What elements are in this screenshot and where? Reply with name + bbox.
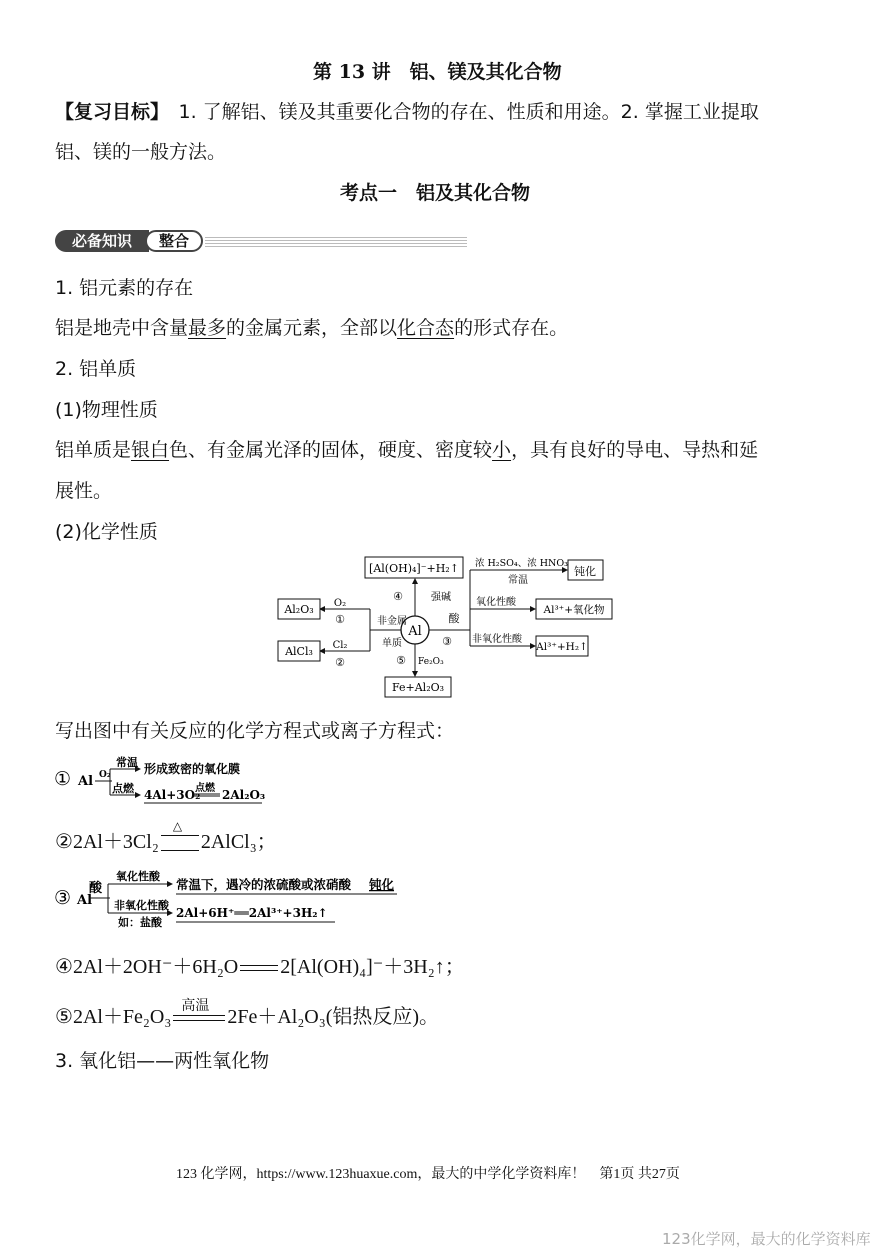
nonox-product-label: Al³⁺+H₂↑ [536,641,588,653]
equation-3 [52,866,412,932]
answer-underline: 化合态 [397,317,455,339]
heading-aluminum-element: 2. 铝单质 [55,358,137,380]
label-strong-base: 强碱 [431,592,451,603]
label-2: ② [335,656,345,669]
label-acid: 酸 [448,612,460,625]
instruction-text: 写出图中有关反应的化学方程式或离子方程式： [55,720,455,742]
text: ，具有良好的导电、导热和延 [511,439,759,461]
label-nonox-acid: 非氧化性酸 [472,634,522,645]
heading-alumina: 3. 氧化铝——两性氧化物 [55,1050,270,1072]
al-center-label: Al [408,624,422,639]
equation-1 [52,755,282,805]
label-5: ⑤ [396,654,406,667]
equation-2 [55,819,277,854]
label-normal-temp: 常温 [508,575,528,586]
review-line-2: 铝、镁的一般方法。 [55,141,227,163]
label-fe2o3: Fe₂O₃ [418,657,444,667]
eq5-right: 2Fe＋Al₂O₃(铝热反应)。 [227,1006,440,1028]
equation-4 [55,950,465,979]
bottom-product: Fe+Al₂O₃ [391,681,445,694]
eq2-condition: △ [172,819,183,834]
eq5-left: 2Al＋Fe₂O₃ [72,1006,172,1028]
label-conc-acids: 浓 H₂SO₄、浓 HNO₃ [475,558,568,569]
eq3-acid: 酸 [89,881,103,896]
eq3-cond-oxidizing: 氧化性酸 [116,870,160,883]
page-footer: 123 化学网，https://www.123huaxue.com，最大的中学化学资料库！ 第1页 共27页 [176,1167,680,1182]
eq1-result-2a: 4Al+3O₂ [144,788,201,802]
heading-chemical-properties: (2)化学性质 [55,521,158,543]
eq5-number: ⑤ [55,1006,73,1028]
eq1-cond-ignite: 点燃 [112,782,134,795]
badge-right: 整合 [145,230,203,252]
label-4: ④ [393,590,403,603]
answer-underline: 最多 [188,317,227,339]
passivate-label: 钝化 [574,565,596,578]
ox-product-label: Al³⁺+氧化物 [543,604,605,616]
label-o2: O₂ [333,598,347,609]
heading-aluminum-existence: 1. 铝元素的存在 [55,277,194,299]
eq1-o2: O₂ [99,770,111,780]
eq5-arrow [173,998,225,1021]
label-oxidizing-acid: 氧化性酸 [476,597,516,608]
eq3-al: Al [77,893,93,908]
eq2-arrow [161,819,199,851]
label-element: 单质 [382,638,402,649]
eq4-left: 2Al＋2OH⁻＋6H₂O [72,956,239,978]
answer-underline: 小 [492,439,512,461]
eq4-arrow [240,965,278,971]
text: 铝是地壳中含量 [55,317,189,339]
alcl3-label: AlCl₃ [285,645,313,658]
badge-stripe [205,235,467,247]
heading-physical-properties: (1)物理性质 [55,399,158,421]
eq1-result-1: 形成致密的氧化膜 [144,762,241,776]
label-1: ① [335,613,345,626]
al2o3-label: Al₂O₃ [284,603,314,616]
section-title: 考点一 铝及其化合物 [340,182,531,204]
eq1-result-2b: 2Al₂O₃ [222,788,266,802]
review-label: 【复习目标】 [55,101,160,123]
top-product: [Al(OH)₄]⁻+H₂↑ [369,562,459,575]
label-nonmetal: 非金属 [377,616,407,627]
paragraph-existence [55,313,568,340]
badge-left: 必备知识 [55,230,149,252]
eq1-al: Al [78,774,94,789]
eq2-number: ② [55,831,73,853]
review-goals [55,97,759,124]
aluminum-reaction-diagram [270,550,620,700]
eq1-cond-normal: 常温 [116,756,138,769]
eq4-number: ④ [55,956,73,978]
lecture-title: 第 13 讲 铝、镁及其化合物 [313,61,562,83]
eq2-right: 2AlCl₃； [200,831,277,853]
eq3-result-1-underline: 钝化 [369,877,395,892]
eq3-result-1: 常温下，遇冷的浓硫酸或浓硝酸 [176,877,352,892]
text: 的金属元素，全部以 [226,317,398,339]
paragraph-physical [55,435,758,462]
eq1-result-2-cond: 点燃 [195,783,215,794]
label-3: ③ [442,635,452,648]
review-line-1: 1. 了解铝、镁及其重要化合物的存在、性质和用途。2. 掌握工业提取 [159,101,759,123]
eq2-left: 2Al＋3Cl₂ [72,831,159,853]
eq3-cond-example: 如：盐酸 [118,916,162,929]
watermark: 123化学网，最大的化学资料库 [662,1230,871,1248]
equation-5 [55,1000,439,1029]
text: 色、有金属光泽的固体，硬度、密度较 [169,439,493,461]
answer-underline: 银白 [131,439,170,461]
eq5-condition: 高温 [181,998,210,1015]
eq3-cond-nonox: 非氧化性酸 [114,899,169,912]
paragraph-physical-cont: 展性。 [55,480,113,502]
label-cl2: Cl₂ [332,640,348,651]
eq4-right: 2[Al(OH)₄]⁻＋3H₂↑； [280,956,465,978]
eq1-number: ① [54,768,72,790]
eq3-result-2: 2Al+6H⁺══2Al³⁺+3H₂↑ [176,906,328,920]
text: 铝单质是 [55,439,132,461]
text: 的形式存在。 [454,317,569,339]
eq3-number: ③ [54,887,72,909]
